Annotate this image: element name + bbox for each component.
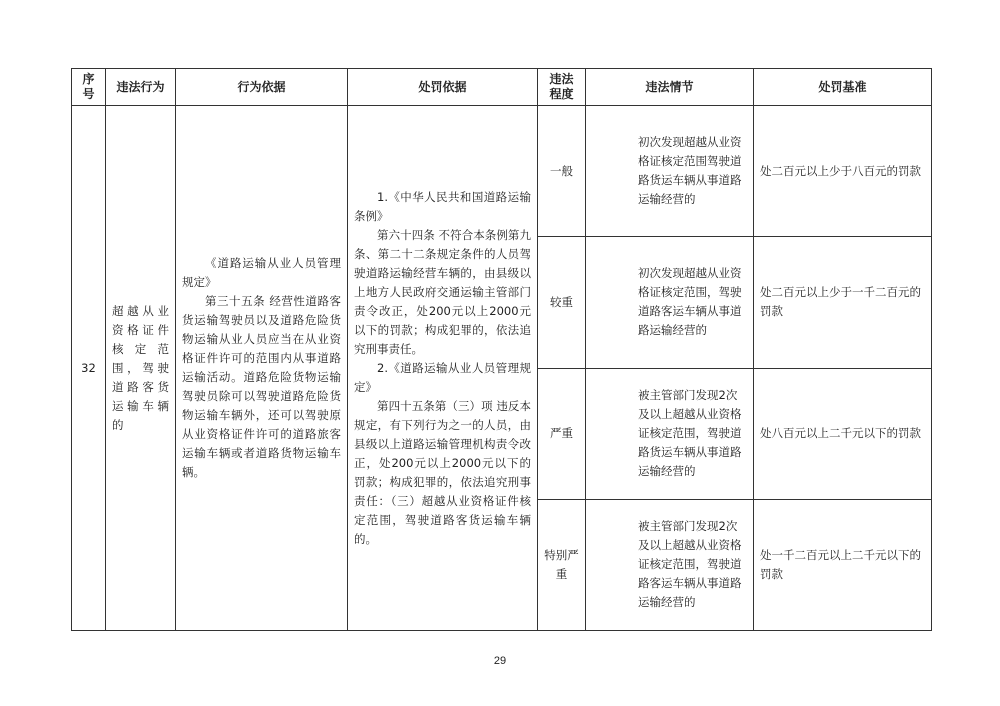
circumstances-cell: 被主管部门发现2次及以上超越从业资格证核定范围，驾驶道路货运车辆从事道路运输经营的 — [586, 368, 754, 499]
header-row — [72, 69, 932, 106]
standard-cell: 处八百元以上二千元以下的罚款 — [754, 368, 932, 499]
degree-cell: 一般 — [538, 106, 586, 237]
header-basis: 行为依据 — [176, 69, 348, 106]
circumstances-cell: 初次发现超越从业资格证核定范围驾驶道路货运车辆从事道路运输经营的 — [586, 106, 754, 237]
item-violation: 超越从业资格证件核定范围，驾驶道路客货运输车辆的 — [106, 106, 176, 631]
item-basis — [176, 106, 348, 631]
penalty-basis-law-2: 2.《道路运输从业人员管理规定》 — [354, 360, 531, 394]
item-index: 32 — [72, 106, 106, 631]
item-penalty-basis — [348, 106, 538, 631]
circumstances-cell: 初次发现超越从业资格证核定范围，驾驶道路客运车辆从事道路运输经营的 — [586, 237, 754, 368]
standard-cell: 处一千二百元以上二千元以下的罚款 — [754, 499, 932, 630]
header-penalty-basis: 处罚依据 — [348, 69, 538, 106]
penalty-table — [71, 68, 932, 631]
standard-cell: 处二百元以上少于一千二百元的罚款 — [754, 237, 932, 368]
page-number: 29 — [493, 655, 507, 667]
degree-cell: 严重 — [538, 368, 586, 499]
header-violation: 违法行为 — [106, 69, 176, 106]
table-row — [72, 106, 932, 237]
standard-cell: 处二百元以上少于八百元的罚款 — [754, 106, 932, 237]
header-degree: 违法程度 — [538, 69, 586, 106]
degree-cell: 特别严重 — [538, 499, 586, 630]
header-index: 序号 — [72, 69, 106, 106]
basis-article: 第三十五条 经营性道路客货运输驾驶员以及道路危险货物运输从业人员应当在从业资格证件许可的范围内从事道路运输活动。道路危险货物运输驾驶员除可以驾驶道路危险货物运输车辆外，还可以驾驶原从业资格证件许可的道路旅客运输车辆或者道路货物运输车辆。 — [182, 294, 341, 479]
penalty-basis-article-1: 第六十四条 不符合本条例第九条、第二十二条规定条件的人员驾驶道路运输经营车辆的，由县级以上地方人民政府交通运输主管部门责令改正，处200元以上2000元以下的罚款；构成犯罪的，依法追究刑事责任。 — [354, 227, 531, 356]
header-standard: 处罚基准 — [754, 69, 932, 106]
penalty-basis-article-2: 第四十五条第（三）项 违反本规定，有下列行为之一的人员，由县级以上道路运输管理机构责令改正，处200元以上2000元以下的罚款；构成犯罪的，依法追究刑事责任：（三）超越从业资格证件核定范围，驾驶道路客货运输车辆的。 — [354, 398, 531, 546]
header-circumstances: 违法情节 — [586, 69, 754, 106]
degree-cell: 较重 — [538, 237, 586, 368]
penalty-basis-law-1: 1.《中华人民共和国道路运输条例》 — [354, 189, 531, 223]
basis-title: 《道路运输从业人员管理规定》 — [182, 256, 341, 289]
circumstances-cell: 被主管部门发现2次及以上超越从业资格证核定范围，驾驶道路客运车辆从事道路运输经营的 — [586, 499, 754, 630]
